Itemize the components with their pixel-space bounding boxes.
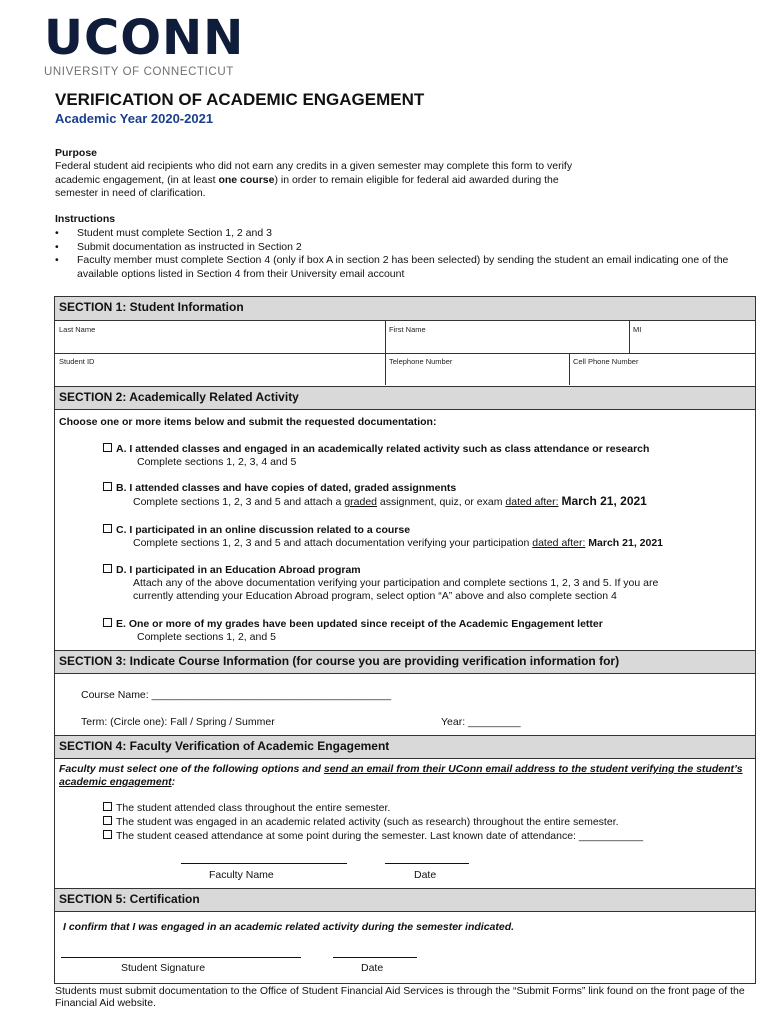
checkbox-icon[interactable] (103, 564, 112, 573)
page-title: VERIFICATION OF ACADEMIC ENGAGEMENT (55, 90, 425, 109)
faculty-option-3[interactable] (103, 830, 643, 843)
uconn-logo (44, 10, 245, 78)
signature-date-label: Date (361, 962, 384, 974)
section5-heading: SECTION 5: Certification (55, 888, 755, 912)
checkbox-icon[interactable] (103, 524, 112, 533)
option-d[interactable] (103, 564, 658, 603)
bullet-icon: • (55, 240, 59, 253)
last-name-label: Last Name (59, 325, 96, 334)
faculty-date-label: Date (414, 869, 437, 881)
academic-year: Academic Year 2020-2021 (55, 111, 214, 126)
faculty-option-text: The student attended class throughout the entire semester. (116, 802, 391, 814)
option-b-date: March 21, 2021 (561, 494, 647, 508)
section3-heading: SECTION 3: Indicate Course Information (for course you are providing verification information for) (55, 650, 755, 674)
student-id-label: Student ID (59, 357, 95, 366)
option-e-sub: Complete sections 1, 2, and 5 (137, 631, 276, 643)
option-e-title: E. One or more of my grades have been updated since receipt of the Academic Engagement letter (116, 618, 603, 630)
verification-form (54, 296, 756, 984)
instruction-item (55, 241, 755, 255)
option-a-sub: Complete sections 1, 2, 3, 4 and 5 (137, 456, 297, 468)
purpose-text (55, 160, 635, 201)
checkbox-icon[interactable] (103, 443, 112, 452)
purpose-line-2-pre: academic engagement, (in at least (55, 173, 219, 186)
purpose-line-2 (55, 174, 635, 188)
checkbox-icon[interactable] (103, 802, 112, 811)
bullet-icon: • (55, 254, 59, 266)
instruction-item (55, 254, 755, 281)
signature-label: Student Signature (121, 962, 206, 974)
checkbox-icon[interactable] (103, 816, 112, 825)
option-d-sub-1: Attach any of the above documentation verifying your participation and complete sections 1, 2, 3 and 5. If you are (133, 577, 659, 589)
purpose-line-1: Federal student aid recipients who did not earn any credits in a given semester may complete this form to verify (55, 160, 573, 172)
purpose-line-2-bold: one course (218, 173, 275, 186)
option-d-title: D. I participated in an Education Abroad program (116, 564, 361, 576)
divider (55, 353, 755, 354)
divider (569, 353, 570, 385)
checkbox-icon[interactable] (103, 618, 112, 627)
section4-intro-underlined: send an email from their UConn email address to the student verifying the student’s academic engagement (59, 763, 743, 788)
option-b-sub-dated: dated after: (505, 496, 559, 508)
telephone-label: Telephone Number (389, 357, 453, 366)
footer-note: Students must submit documentation to the Office of Student Financial Aid Services is through the “Submit Forms” link found on the front page of the Financial Aid website. (55, 985, 745, 1009)
instruction-text: Student must complete Section 1, 2 and 3 (77, 227, 272, 239)
option-b[interactable] (103, 482, 647, 509)
instructions-heading: Instructions (55, 213, 116, 225)
instruction-item (55, 227, 755, 241)
option-c-sub-1: Complete sections 1, 2, 3 and 5 and attach documentation verifying your participation (133, 537, 533, 549)
section2-heading: SECTION 2: Academically Related Activity (55, 386, 755, 410)
mi-label: MI (633, 325, 642, 334)
year-field[interactable]: Year: _________ (441, 716, 521, 728)
logo-wordmark: UCONN (44, 10, 245, 66)
option-c[interactable] (103, 524, 663, 550)
purpose-line-3: semester in need of clarification. (55, 187, 206, 199)
instruction-text: Submit documentation as instructed in Section 2 (77, 240, 302, 253)
instruction-text: Faculty member must complete Section 4 (only if box A in section 2 has been selected) by sending the student an email indicating one of the available options listed in Section 4 from their University email account (77, 254, 729, 280)
section1-heading: SECTION 1: Student Information (55, 297, 755, 321)
option-a[interactable] (103, 443, 649, 469)
signature-line[interactable] (61, 957, 301, 958)
first-name-label: First Name (389, 325, 426, 334)
divider (629, 321, 630, 353)
cell-phone-label: Cell Phone Number (573, 357, 639, 366)
option-b-sub-1: Complete sections 1, 2, 3 and 5 and attach a (133, 496, 345, 508)
option-e[interactable] (103, 618, 603, 644)
option-c-title: C. I participated in an online discussion related to a course (116, 524, 411, 536)
faculty-option-text: The student ceased attendance at some point during the semester. Last known date of attendance: ___________ (116, 830, 644, 842)
checkbox-icon[interactable] (103, 830, 112, 839)
bullet-icon: • (55, 227, 59, 239)
section4-intro-pre: Faculty must select one of the following options and (59, 763, 324, 775)
option-a-title: A. I attended classes and engaged in an academically related activity such as class attendance or research (116, 443, 650, 455)
faculty-option-text: The student was engaged in an academic related activity (such as research) throughout the entire semester. (116, 816, 619, 828)
faculty-name-line[interactable] (181, 863, 347, 864)
logo-subtitle: UNIVERSITY OF CONNECTICUT (44, 66, 234, 78)
section4-heading: SECTION 4: Faculty Verification of Academic Engagement (55, 735, 755, 759)
option-b-title: B. I attended classes and have copies of dated, graded assignments (116, 482, 457, 494)
option-c-date: March 21, 2021 (588, 537, 664, 549)
certification-statement: I confirm that I was engaged in an academic related activity during the semester indicated. (63, 921, 515, 933)
option-b-sub-2: assignment, quiz, or exam (377, 496, 506, 508)
faculty-option-2[interactable] (103, 816, 619, 829)
course-name-field[interactable]: Course Name: _________________________________________ (81, 689, 392, 701)
purpose-line-2-post: ) in order to remain eligible for federal aid awarded during the (274, 173, 559, 186)
faculty-option-1[interactable] (103, 802, 390, 815)
option-d-sub-2: currently attending your Education Abroad program, select option “A” above and also complete section 4 (133, 590, 617, 602)
section2-intro: Choose one or more items below and submit the requested documentation: (59, 416, 437, 428)
signature-date-line[interactable] (333, 957, 417, 958)
term-field[interactable]: Term: (Circle one): Fall / Spring / Summer (81, 716, 275, 728)
option-b-sub-graded: graded (344, 496, 378, 508)
purpose-heading: Purpose (55, 147, 98, 159)
faculty-name-label: Faculty Name (209, 869, 274, 881)
checkbox-icon[interactable] (103, 482, 112, 491)
section4-intro (59, 763, 751, 789)
instructions-list (55, 227, 755, 281)
faculty-date-line[interactable] (385, 863, 469, 864)
option-c-sub-dated: dated after: (532, 537, 586, 549)
section4-intro-post: : (171, 776, 176, 788)
